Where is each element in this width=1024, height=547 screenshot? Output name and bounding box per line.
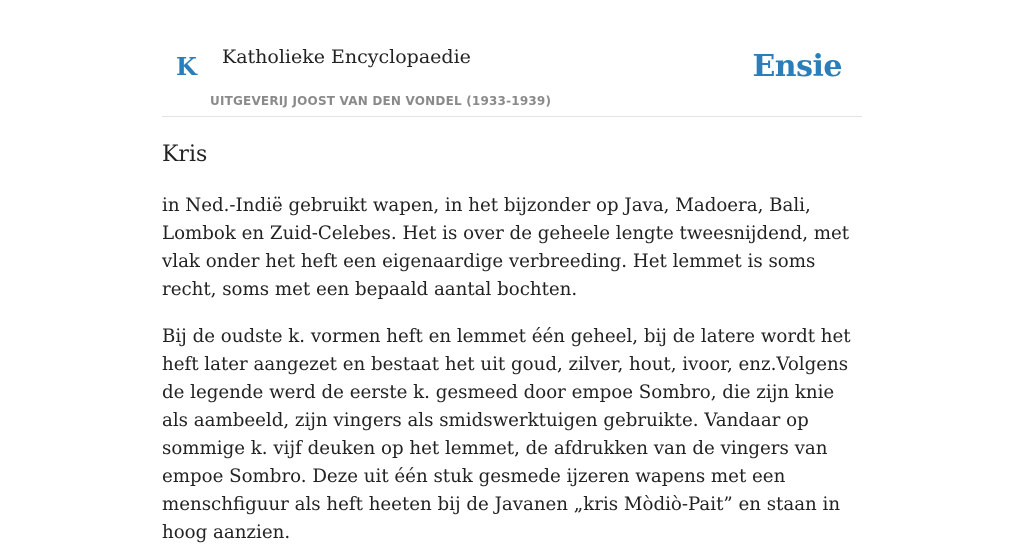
ensie-logo-link[interactable]: Ensie (752, 49, 842, 84)
article-paragraph: Bij de oudste k. vormen heft en lemmet één geheel, bij de latere wordt het heft later aangezet en bestaat het uit goud, zilver, hout, ivoor, enz.Volgens de legende werd de eerste k. gesmeed door empoe Sombro, die zijn knie als aambeeld, zijn vingers als smidswerktuigen gebruikte. Vandaar op sommige k. vijf deuken op het lemmet, de afdrukken van de vingers van empoe Sombro. Deze uit één stuk gesmede ijzeren wapens met een menschfiguur als heft heeten bij de Javanen „kris Mòdiò-Pait” en staan in hoog aanzien. (162, 326, 851, 543)
article-paragraph: in Ned.-Indië gebruikt wapen, in het bijzonder op Java, Madoera, Bali, Lombok en Zuid-Celebes. Het is over de geheele lengte tweesnijdend, met vlak onder het heft een eigenaardige verbreeding. Het lemmet is soms recht, soms met een bepaald aantal bochten. (162, 195, 850, 300)
article-title: Kris (162, 142, 208, 167)
site-header (162, 0, 862, 117)
publication-title[interactable]: Katholieke Encyclopaedie (222, 46, 471, 68)
publication-logo[interactable]: K (176, 52, 197, 81)
article (162, 140, 862, 547)
publication-subtitle: UITGEVERIJ JOOST VAN DEN VONDEL (1933-1939) (210, 94, 552, 108)
